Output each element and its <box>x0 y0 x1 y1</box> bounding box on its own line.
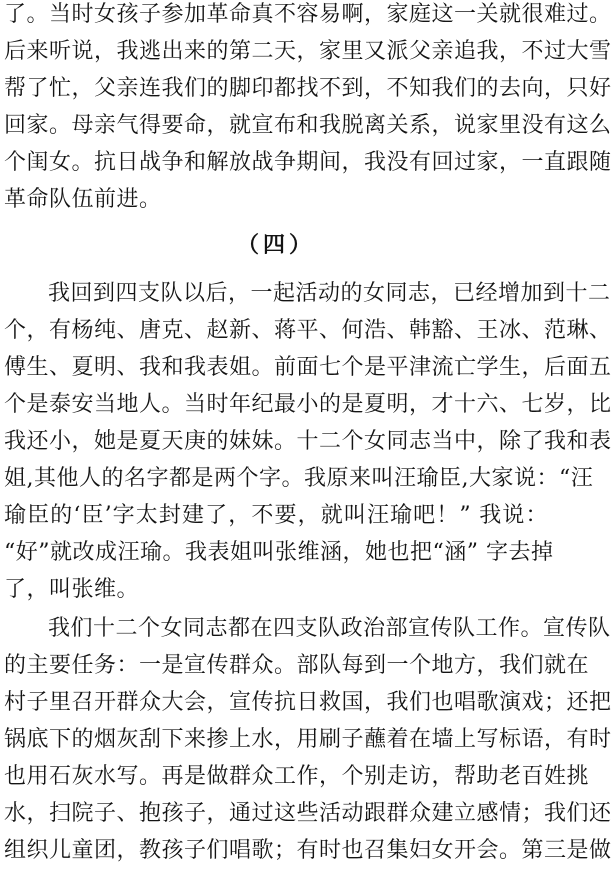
paragraph-3-line-4: 锅底下的烟灰刮下来掺上水，用刷子蘸着在墙上写标语，有时 <box>4 727 612 752</box>
paragraph-2-line-9: 了，叫张维。 <box>4 577 140 602</box>
paragraph-1-line-1: 了。当时女孩子参加革命真不容易啊，家庭这一关就很难过。 <box>4 2 612 27</box>
paragraph-2-line-7: 瑜臣的‘臣’字太封建了，不要，就叫汪瑜吧！” 我说： <box>4 503 548 528</box>
paragraph-2-line-2: 个，有杨纯、唐克、赵新、蒋平、何浩、韩豁、王冰、范琳、 <box>4 318 612 343</box>
paragraph-2-line-3: 傅生、夏明、我和我表姐。前面七个是平津流亡学生，后面五 <box>4 355 612 380</box>
paragraph-3-line-7: 组织儿童团，教孩子们唱歌；有时也召集妇女开会。第三是做 <box>4 838 612 863</box>
paragraph-3-line-2: 的主要任务：一是宣传群众。部队每到一个地方，我们就在 <box>4 653 590 678</box>
paragraph-1-line-3: 帮了忙，父亲连我们的脚印都找不到，不知我们的去向，只好 <box>4 76 612 101</box>
paragraph-1-line-2: 后来听说，我逃出来的第二天，家里又派父亲追我，不过大雪 <box>4 39 612 64</box>
paragraph-2-line-6: 姐,其他人的名字都是两个字。我原来叫汪瑜臣,大家说：“汪 <box>4 466 594 491</box>
paragraph-2-line-4: 个是泰安当地人。当时年纪最小的是夏明，才十六、七岁，比 <box>4 392 612 417</box>
paragraph-3-line-5: 也用石灰水写。再是做群众工作，个别走访，帮助老百姓挑 <box>4 764 590 789</box>
paragraph-2-line-8: “好”就改成汪瑜。我表姐叫张维涵，她也把“涵” 字去掉 <box>4 540 554 565</box>
section-heading: （四） <box>236 232 315 258</box>
paragraph-3-line-1: 我们十二个女同志都在四支队政治部宣传队工作。宣传队 <box>48 616 611 641</box>
paragraph-1-line-6: 革命队伍前进。 <box>4 187 162 212</box>
paragraph-1-line-5: 个闺女。抗日战争和解放战争期间，我没有回过家，一直跟随 <box>4 150 612 175</box>
paragraph-1-line-4: 回家。母亲气得要命，就宣布和我脱离关系，说家里没有这么 <box>4 113 612 138</box>
paragraph-2-line-5: 我还小，她是夏天庚的妹妹。十二个女同志当中，除了我和表 <box>4 429 612 454</box>
paragraph-3-line-6: 水，扫院子、抱孩子，通过这些活动跟群众建立感情；我们还 <box>4 801 612 826</box>
paragraph-3-line-3: 村子里召开群众大会，宣传抗日救国，我们也唱歌演戏；还把 <box>4 690 612 715</box>
paragraph-2-line-1: 我回到四支队以后，一起活动的女同志，已经增加到十二 <box>48 281 611 306</box>
